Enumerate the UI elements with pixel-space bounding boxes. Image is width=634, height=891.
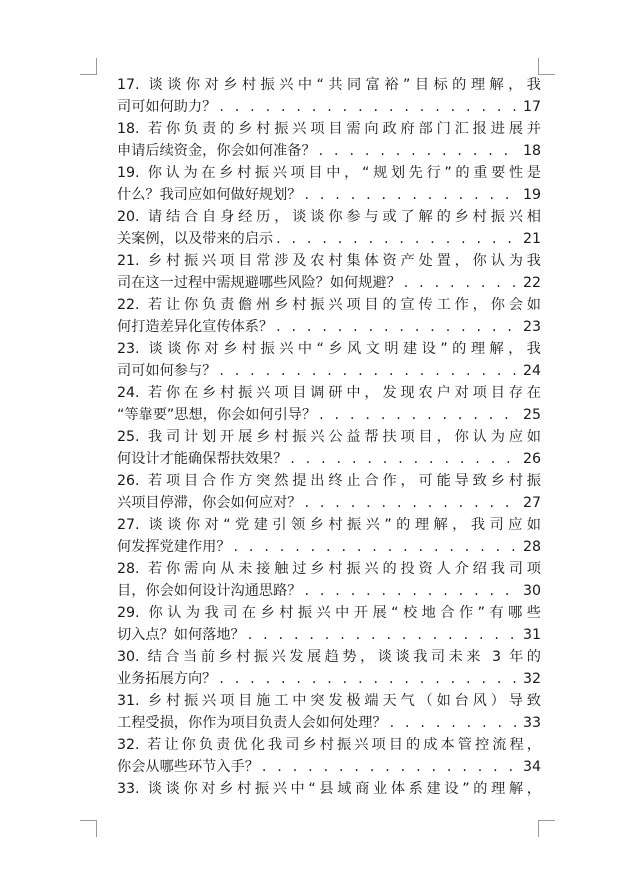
page-number: 28 bbox=[522, 539, 541, 555]
toc-entry[interactable] bbox=[117, 734, 541, 778]
toc-entry-text: 兴项目停滞，你会如何应对？ bbox=[117, 495, 302, 511]
dot-leader bbox=[319, 404, 519, 426]
toc-entry[interactable] bbox=[117, 690, 541, 734]
toc-entry-last-line bbox=[117, 580, 541, 602]
toc-entry-text: 26. 若项目合作方突然提出终止合作，可能导致乡村振 bbox=[117, 473, 541, 489]
page-number: 26 bbox=[522, 451, 541, 467]
dot-leader bbox=[219, 96, 519, 118]
page-number: 21 bbox=[522, 231, 541, 247]
toc-entry-text: 司在这一过程中需规避哪些风险？如何规避？ bbox=[117, 275, 401, 291]
toc-entry-last-line bbox=[117, 404, 541, 426]
toc-entry-text: 申请后续资金，你会如何准备？ bbox=[117, 143, 316, 159]
toc-entry[interactable] bbox=[117, 778, 541, 800]
toc-entry-text: 何设计才能确保帮扶效果？ bbox=[117, 451, 288, 467]
dot-leader bbox=[276, 316, 519, 338]
toc-entry-text: 工程受损，你作为项目负责人会如何处理？ bbox=[117, 715, 387, 731]
toc-entry-last-line bbox=[117, 228, 541, 250]
toc-entry[interactable] bbox=[117, 118, 541, 162]
toc-entry-text: 31. 乡村振兴项目施工中突发极端天气（如台风）导致 bbox=[117, 693, 541, 709]
toc-entry-text: 22. 若让你负责儋州乡村振兴项目的宣传工作，你会如 bbox=[117, 297, 541, 313]
toc-entry-last-line bbox=[117, 316, 541, 338]
toc-entry-text: 何发挥党建作用？ bbox=[117, 539, 231, 555]
toc-entry[interactable] bbox=[117, 382, 541, 426]
toc-entry-last-line bbox=[117, 96, 541, 118]
toc-entry[interactable] bbox=[117, 338, 541, 382]
toc-entry-text: 司可如何助力？ bbox=[117, 99, 217, 115]
dot-leader bbox=[219, 668, 519, 690]
toc-entry-text: 17. 谈谈你对乡村振兴中“共同富裕”目标的理解，我 bbox=[117, 77, 541, 93]
toc-entry-text: 你会从哪些环节入手？ bbox=[117, 759, 259, 775]
toc-entry-text: 切入点？如何落地？ bbox=[117, 627, 245, 643]
toc-entry-text: 27. 谈谈你对“党建引领乡村振兴”的理解，我司应如 bbox=[117, 517, 541, 533]
page-number: 19 bbox=[522, 187, 541, 203]
toc-entry-last-line bbox=[117, 272, 541, 294]
toc-entry[interactable] bbox=[117, 646, 541, 690]
toc-entry-text: 业务拓展方向？ bbox=[117, 671, 217, 687]
toc-entry-text: 23. 谈谈你对乡村振兴中“乡风文明建设”的理解，我 bbox=[117, 341, 541, 357]
toc-entry[interactable] bbox=[117, 250, 541, 294]
dot-leader bbox=[319, 140, 519, 162]
dot-leader bbox=[404, 272, 519, 294]
toc-entry[interactable] bbox=[117, 162, 541, 206]
dot-leader bbox=[262, 756, 519, 778]
toc-entry[interactable] bbox=[117, 470, 541, 514]
dot-leader bbox=[219, 360, 519, 382]
toc-entry-text: 28. 若你需向从未接触过乡村振兴的投资人介绍我司项 bbox=[117, 561, 541, 577]
page-number: 33 bbox=[522, 715, 541, 731]
toc-entry-text: 18. 若你负责的乡村振兴项目需向政府部门汇报进展并 bbox=[117, 121, 541, 137]
page-number: 22 bbox=[522, 275, 541, 291]
toc-entry[interactable] bbox=[117, 602, 541, 646]
page-number: 27 bbox=[522, 495, 541, 511]
toc-entry-text: 何打造差异化宣传体系？ bbox=[117, 319, 274, 335]
crop-mark-top-right bbox=[538, 58, 555, 75]
toc-entry-last-line bbox=[117, 756, 541, 778]
page-number: 31 bbox=[522, 627, 541, 643]
dot-leader bbox=[390, 712, 519, 734]
toc-entry-text: 29. 你认为我司在乡村振兴中开展“校地合作”有哪些 bbox=[117, 605, 541, 621]
toc-entry-last-line bbox=[117, 448, 541, 470]
dot-leader bbox=[248, 624, 519, 646]
toc-entry[interactable] bbox=[117, 558, 541, 602]
page-number: 30 bbox=[522, 583, 541, 599]
toc-entry-text: 司可如何参与？ bbox=[117, 363, 217, 379]
toc-entry-last-line bbox=[117, 624, 541, 646]
page-number: 18 bbox=[522, 143, 541, 159]
dot-leader bbox=[304, 492, 518, 514]
toc-entry-last-line bbox=[117, 536, 541, 558]
crop-mark-bottom-right bbox=[538, 820, 555, 837]
toc-entry-text: 30. 结合当前乡村振兴发展趋势，谈谈我司未来 3 年的 bbox=[117, 649, 541, 665]
toc-entry-last-line bbox=[117, 184, 541, 206]
crop-mark-top-left bbox=[80, 58, 97, 75]
page-number: 34 bbox=[522, 759, 541, 775]
dot-leader bbox=[276, 228, 519, 250]
toc-entry-text: “等靠要”思想，你会如何引导？ bbox=[117, 407, 317, 423]
toc-entry-last-line bbox=[117, 712, 541, 734]
toc-entry[interactable] bbox=[117, 426, 541, 470]
toc-entry-last-line bbox=[117, 360, 541, 382]
dot-leader bbox=[290, 448, 519, 470]
toc-entry-text: 19. 你认为在乡村振兴项目中，“规划先行”的重要性是 bbox=[117, 165, 541, 181]
toc-entry[interactable] bbox=[117, 206, 541, 250]
toc-entry-text: 32. 若让你负责优化我司乡村振兴项目的成本管控流程， bbox=[117, 737, 541, 753]
page-number: 32 bbox=[522, 671, 541, 687]
toc-entry-text: 什么？我司应如何做好规划？ bbox=[117, 187, 302, 203]
page-number: 23 bbox=[522, 319, 541, 335]
dot-leader bbox=[234, 536, 519, 558]
toc-entry[interactable] bbox=[117, 294, 541, 338]
toc-entry[interactable] bbox=[117, 74, 541, 118]
page-number: 24 bbox=[522, 363, 541, 379]
dot-leader bbox=[304, 184, 518, 206]
toc-entry-text: 25. 我司计划开展乡村振兴公益帮扶项目，你认为应如 bbox=[117, 429, 541, 445]
toc-entry-last-line bbox=[117, 140, 541, 162]
page-number: 25 bbox=[522, 407, 541, 423]
toc-entry-text: 21. 乡村振兴项目常涉及农村集体资产处置，你认为我 bbox=[117, 253, 541, 269]
toc-entry[interactable] bbox=[117, 514, 541, 558]
toc-entry-last-line bbox=[117, 668, 541, 690]
toc-entry-text: 24. 若你在乡村振兴项目调研中，发现农户对项目存在 bbox=[117, 385, 541, 401]
toc-entry-text: 目，你会如何设计沟通思路？ bbox=[117, 583, 302, 599]
table-of-contents bbox=[117, 74, 541, 800]
page-number: 17 bbox=[522, 99, 541, 115]
crop-mark-bottom-left bbox=[80, 820, 97, 837]
toc-entry-text: 关案例，以及带来的启示 bbox=[117, 231, 274, 247]
toc-entry-last-line bbox=[117, 492, 541, 514]
toc-entry-text: 20. 请结合自身经历，谈谈你参与或了解的乡村振兴相 bbox=[117, 209, 541, 225]
dot-leader bbox=[304, 580, 518, 602]
toc-entry-text: 33. 谈谈你对乡村振兴中“县域商业体系建设”的理解， bbox=[117, 781, 541, 797]
